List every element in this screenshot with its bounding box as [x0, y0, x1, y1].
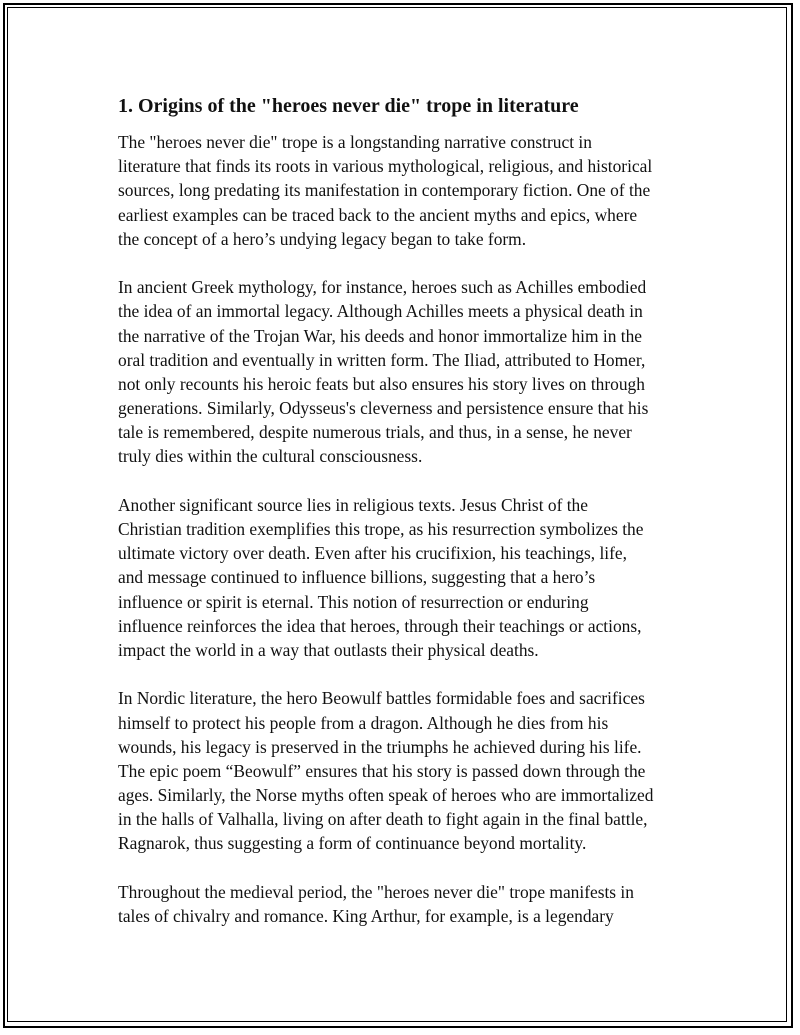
section-heading: 1. Origins of the "heroes never die" trope in literature [118, 95, 579, 117]
paragraph-medieval-period [118, 880, 698, 928]
text-line: the concept of a hero’s undying legacy began to take form. [118, 228, 527, 249]
paragraph-religious-texts [118, 493, 698, 662]
text-line: the idea of an immortal legacy. Although Achilles meets a physical death in [118, 301, 643, 322]
text-line: influence or spirit is eternal. This notion of resurrection or enduring [118, 591, 589, 612]
text-line: impact the world in a way that outlasts their physical deaths. [118, 639, 539, 660]
text-line: the narrative of the Trojan War, his deeds and honor immortalize him in the [118, 325, 643, 346]
text-line: The epic poem “Beowulf” ensures that his story is passed down through the [118, 760, 646, 781]
text-line: tale is remembered, despite numerous trials, and thus, in a sense, he never [118, 422, 632, 443]
text-line: Christian tradition exemplifies this trope, as his resurrection symbolizes the [118, 519, 644, 539]
text-line: himself to protect his people from a dragon. Although he dies from his [118, 712, 609, 733]
text-line: Ragnarok, thus suggesting a form of continuance beyond mortality. [118, 833, 587, 854]
text-line: ages. Similarly, the Norse myths often speak of heroes who are immortalized [118, 785, 654, 806]
paragraph-origins [118, 130, 698, 251]
text-line: ultimate victory over death. Even after his crucifixion, his teachings, life, [118, 543, 627, 564]
text-line: oral tradition and eventually in written form. The Iliad, attributed to Homer, [118, 349, 646, 370]
text-line: sources, long predating its manifestation in contemporary fiction. One of the [118, 180, 651, 201]
text-line: literature that finds its roots in various mythological, religious, and historical [118, 156, 653, 177]
text-line: In Nordic literature, the hero Beowulf battles formidable foes and sacrifices [118, 688, 645, 709]
paragraph-nordic-literature [118, 686, 698, 855]
text-line: generations. Similarly, Odysseus's cleverness and persistence ensure that his [118, 398, 649, 419]
text-line: not only recounts his heroic feats but also ensures his story lives on through [118, 373, 645, 394]
text-line: and message continued to influence billions, suggesting that a hero’s [118, 567, 596, 588]
document-body [118, 92, 698, 952]
text-line: truly dies within the cultural consciousness. [118, 446, 423, 467]
text-line: The "heroes never die" trope is a longstanding narrative construct in [118, 132, 592, 152]
text-line: In ancient Greek mythology, for instance, heroes such as Achilles embodied [118, 277, 647, 298]
text-line: wounds, his legacy is preserved in the triumphs he achieved during his life. [118, 736, 642, 757]
text-line: in the halls of Valhalla, living on after death to fight again in the final battle, [118, 809, 648, 830]
text-line: influence reinforces the idea that heroes, through their teachings or actions, [118, 615, 642, 636]
text-line: earliest examples can be traced back to the ancient myths and epics, where [118, 204, 638, 225]
text-line: tales of chivalry and romance. King Arthur, for example, is a legendary [118, 906, 614, 926]
text-line: Another significant source lies in religious texts. Jesus Christ of the [118, 494, 588, 515]
paragraph-greek-mythology [118, 275, 698, 469]
text-line: Throughout the medieval period, the "heroes never die" trope manifests in [118, 881, 634, 902]
